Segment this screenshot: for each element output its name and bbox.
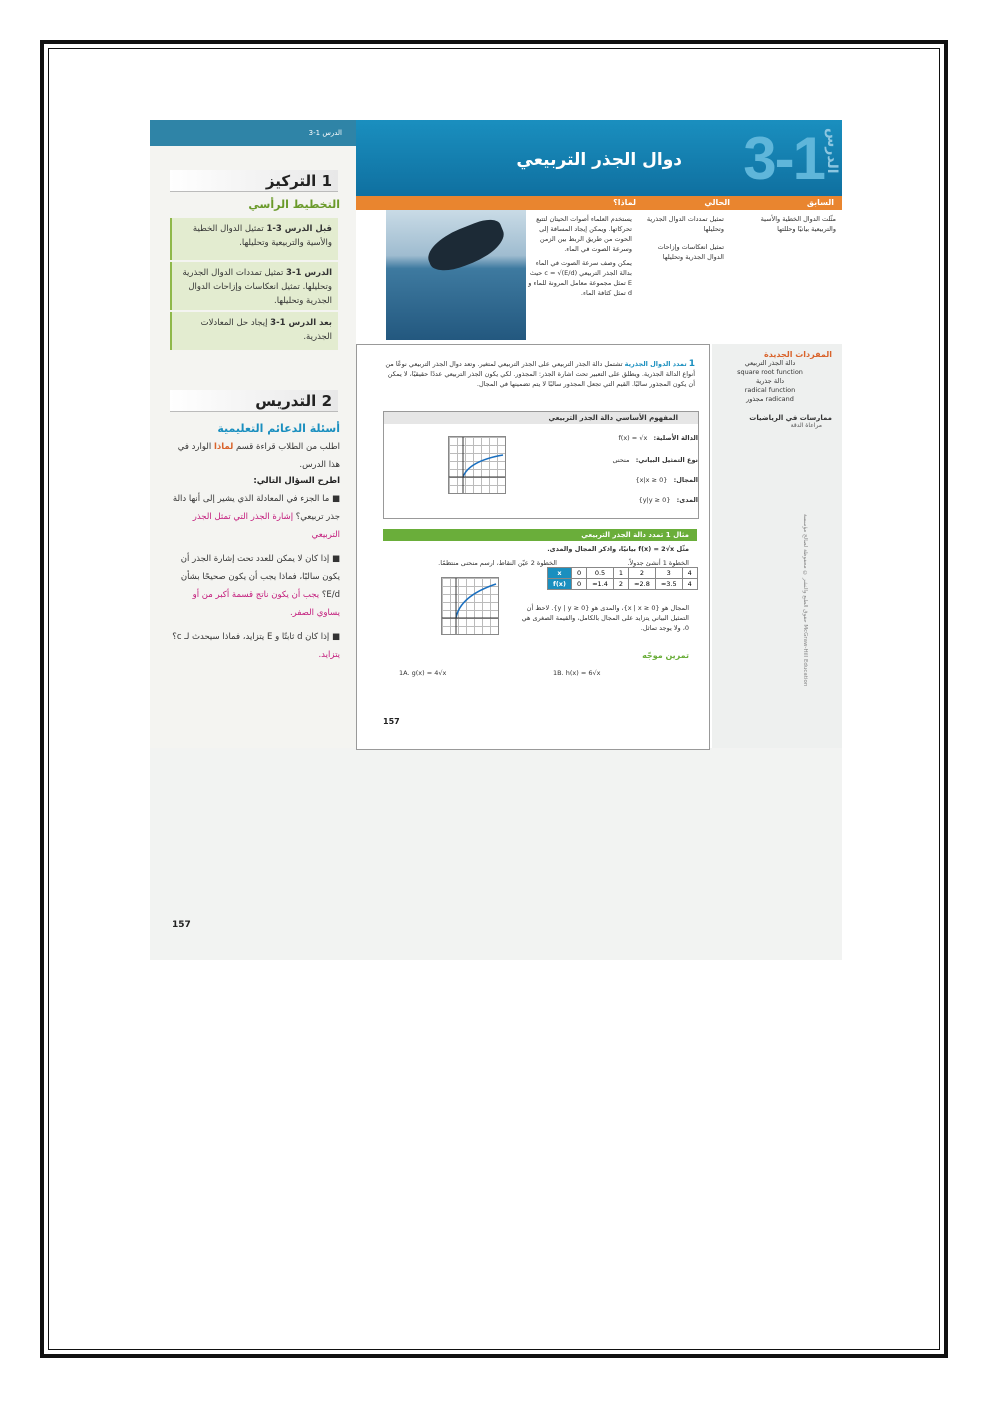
lesson-title: دوال الجذر التربيعي (516, 150, 682, 170)
graph-type-row: نوع التمثيل البياني: منحنى (612, 456, 698, 464)
parent-function-graph (448, 436, 506, 494)
table-cell-f: 4 (682, 579, 697, 590)
table-cell-f: ≈2.8 (629, 579, 656, 590)
table-cell-x: 0.5 (587, 568, 614, 579)
table-row-f (548, 579, 698, 590)
section-1-text: 1 تمدد الدوال الجذرية تشتمل دالة الجذر التربيعي على الجذر التربيعي لمتغير. وتعد دوال الجذر التربيعي نوعًا من أنواع الدالة الجذرية. ويطلق على التعبير تحت اشارة الجذر: المجذور. لكي يكون الجذر التربيعي عددًا حقيقيًا، لا يمكن أن يكون المجذور سالبًا. القيم التي تجعل المجذور سالبًا لا يتم تضمينها في المجال. (385, 359, 695, 388)
lesson-content (356, 344, 710, 750)
table-cell-x: 0 (571, 568, 586, 579)
then-now-why-bar (356, 196, 842, 210)
teacher-column (150, 120, 356, 748)
vocab-item: square root function (737, 368, 803, 376)
scaffold-intro: اطلب من الطلاب قراءة قسم لماذا الوارد في هذا الدرس. (177, 442, 340, 470)
during-lesson-box: الدرس 1-3 تمثيل تمددات الدوال الجذرية وتحليلها. تمثيل انعكاسات وإزاحات الدوال الجذرية وتحليلها. (170, 262, 338, 310)
vocab-item: دالة جذرية (755, 377, 785, 385)
table-cell-x: 3 (655, 568, 682, 579)
lesson-side-word: الدرس (824, 128, 840, 174)
whale-shape (422, 214, 510, 277)
now-label: الحالي (704, 198, 730, 207)
table-cell-f: ≈3.5 (655, 579, 682, 590)
example-heading: مثال 1 تمدد دالة الجذر التربيعي (383, 529, 697, 541)
table-cell-x: 1 (613, 568, 628, 579)
then-text: مثّلت الدوال الخطية والأسية والتربيعية بيانيًا وحللتها (760, 215, 836, 233)
table-row-x (548, 568, 698, 579)
example-curve (442, 578, 498, 634)
whale-photo (386, 210, 526, 340)
table-cell-f: ≈1.4 (587, 579, 614, 590)
key-concept-heading: المفهوم الأساسي دالة الجذر التربيعي (384, 412, 698, 424)
table-cell-x: x (548, 568, 572, 579)
publisher-credit: McGraw-Hill Education حقوق الطبع والنشر © محفوظة لصالح مؤسسة (802, 514, 808, 687)
table-cell-x: 4 (682, 568, 697, 579)
table-cell-x: 2 (629, 568, 656, 579)
range-row: المدى: {y|y ≥ 0} (638, 496, 698, 504)
question-1: ■ ما الجزء في المعادلة الذي يشير إلى أنها دالة جذر تربيعي؟ إشارة الجذر التي تمثل الجذر التربيعي (172, 494, 340, 540)
teacher-top-label: الدرس 1-3 (150, 120, 356, 146)
exercise-1b: 1B. h(x) = 6√x (553, 669, 601, 677)
scanned-textbook-page (150, 120, 842, 960)
inner-page-number: 157 (383, 717, 400, 726)
sqrt-curve (449, 437, 505, 493)
practice-heading: ممارسات في الرياضيات (749, 414, 832, 422)
scaffold-heading: أسئلة الدعائم التعليمية (217, 422, 340, 435)
practice-item: مراعاة الدقة (790, 422, 822, 429)
lesson-number: 3-1 (743, 125, 824, 192)
example-1 (383, 529, 697, 689)
key-concept-box (383, 411, 699, 519)
vocab-item: radicand مجذور (746, 395, 794, 403)
lesson-banner (356, 120, 842, 198)
vertical-planning-heading: التخطيط الرأسي (248, 198, 340, 211)
now-item-1: تمثيل تمددات الدوال الجذرية وتحليلها (646, 215, 724, 233)
step-2: الخطوة 2 عيّن النقاط، ارسم منحنى منتظمًا. (438, 559, 557, 567)
table-cell-f: 2 (613, 579, 628, 590)
why-text-2: يمكن وصف سرعة الصوت في الماء بدالة الجذر التربيعي c = √(E/d) حيث E تمثل مجموعة معامل المرونة للماء و d تمثل كثافة الماء. (528, 259, 632, 297)
now-item-2: تمثيل انعكاسات وإزاحات الدوال الجذرية وتحليلها (657, 243, 724, 261)
before-lesson-box: قبل الدرس 3-1 تمثيل الدوال الخطية والأسية والتربيعية وتحليلها. (170, 218, 338, 260)
step-1: الخطوة 1 أنشئ جدولاً. (627, 559, 689, 567)
after-lesson-box: بعد الدرس 1-3 إيجاد حل المعادلات الجذرية. (170, 312, 338, 350)
example-graph (441, 577, 499, 635)
focus-heading: 1 التركيز (170, 170, 338, 192)
why-label: لماذا؟ (613, 198, 636, 207)
example-prompt: مثّل f(x) = 2√x بيانيًا، واذكر المجال والمدى. (547, 545, 689, 553)
vocab-heading: المفردات الجديدة (764, 350, 832, 359)
student-page (356, 120, 842, 748)
example-note: المجال هو {x | x ≥ 0}، والمدى هو {y | y ≥ 0}. لاحظ أن التمثيل البياني يتزايد على المجال بالكامل، والقيمة الصغرى هي 0، ولا يوجد تماثل. (521, 604, 689, 632)
vocab-list (712, 359, 842, 404)
question-3: ■ إذا كان d ثابتًا و E يتزايد، فماذا سيحدث لـ c؟ يتزايد. (172, 632, 340, 660)
footer-page-number: 157 (172, 920, 191, 930)
table-cell-f: 0 (571, 579, 586, 590)
domain-row: المجال: {x|x ≥ 0} (635, 476, 698, 484)
vocab-item: دالة الجذر التربيعي (744, 359, 796, 367)
ask-label: اطرح السؤال التالي: (253, 476, 340, 486)
value-table (547, 567, 698, 590)
teach-heading: 2 التدريس (170, 390, 338, 412)
then-label: السابق (806, 198, 834, 207)
why-text-1: يستخدم العلماء أصوات الحيتان لتتبع تحركاتها. ويمكن إيجاد المسافة إلى الحوت من طريق الربط بين الزمن وسرعة الصوت في الماء. (536, 215, 632, 253)
parent-function-row: الدالة الأصلية: f(x) = √x (618, 434, 698, 442)
guided-practice-label: تمرين موجّه (642, 651, 689, 660)
vocabulary-sidebar (712, 344, 842, 748)
table-cell-f: f(x) (548, 579, 572, 590)
exercise-1a: 1A. g(x) = 4√x (399, 669, 447, 677)
vocab-item: radical function (744, 386, 796, 394)
question-2: ■ إذا كان لا يمكن للعدد تحت إشارة الجذر أن يكون سالبًا، فماذا يجب أن يكون صحيحًا بشأن E/d؟ يجب أن يكون ناتج قسمة أكبر من أو يساوي الصفر. (180, 554, 340, 618)
